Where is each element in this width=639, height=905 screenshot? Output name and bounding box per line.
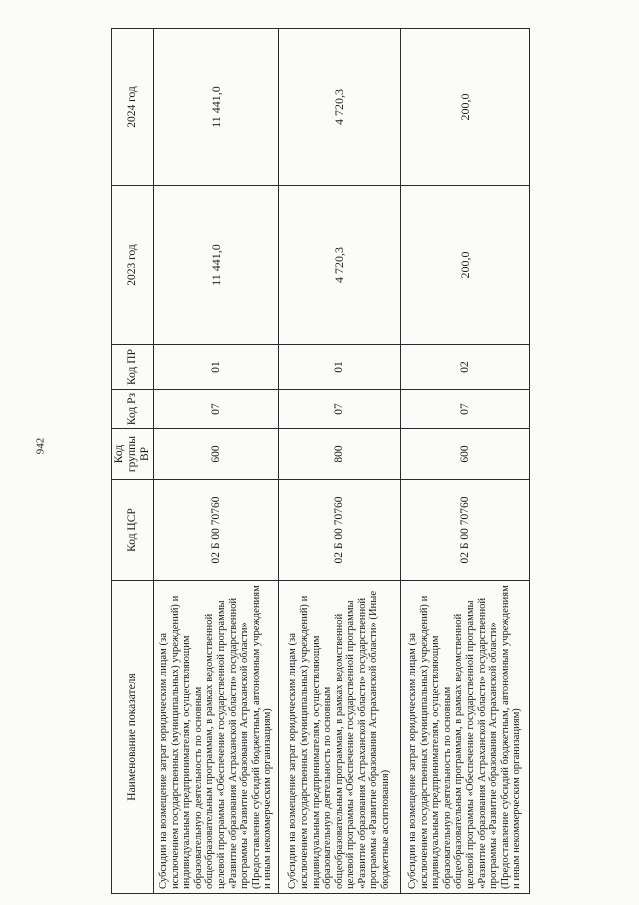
row-pr: 02 bbox=[401, 345, 530, 390]
row-2023: 4 720,3 bbox=[279, 186, 401, 345]
row-2023: 11 441,0 bbox=[154, 186, 279, 345]
row-2024: 200,0 bbox=[401, 29, 530, 186]
row-name: Субсидии на возмещение затрат юридическим лицам (за исключением государственных (муниципальных) учреждений) и индивидуальным предпринимателям, осуществляющим образовательную деятельность по основным общеобразовательным программам, в рамках ведомственной целевой программы «Обеспечение государственной программы «Развитие образования Астраханской области» государственной программы «Развитие образования Астраханской области» (Предоставление субсидий бюджетным, автономным учреждениям и иным некоммерческим организациям) bbox=[401, 581, 530, 894]
row-name: Субсидии на возмещение затрат юридическим лицам (за исключением государственных (муниципальных) учреждений) и индивидуальным предпринимателям, осуществляющим образовательную деятельность по основным общеобразовательным программам, в рамках ведомственной целевой программы «Обеспечение государственной программы «Развитие образования Астраханской области» государственной программы «Развитие образования Астраханской области» (Иные бюджетные ассигнования) bbox=[279, 581, 401, 894]
header-2023: 2023 год bbox=[112, 186, 154, 345]
header-2024: 2024 год bbox=[112, 29, 154, 186]
row-vr: 800 bbox=[279, 429, 401, 480]
row-rz: 07 bbox=[279, 390, 401, 429]
header-pr: Код ПР bbox=[112, 345, 154, 390]
row-vr: 600 bbox=[401, 429, 530, 480]
row-2024: 11 441,0 bbox=[154, 29, 279, 186]
table-header-row bbox=[112, 29, 154, 894]
row-pr: 01 bbox=[154, 345, 279, 390]
header-rz: Код Рз bbox=[112, 390, 154, 429]
page-number: 942 bbox=[34, 437, 47, 455]
table-row bbox=[279, 29, 401, 894]
table-row bbox=[154, 29, 279, 894]
row-rz: 07 bbox=[401, 390, 530, 429]
row-csr: 02 Б 00 70760 bbox=[401, 480, 530, 581]
row-csr: 02 Б 00 70760 bbox=[279, 480, 401, 581]
header-name: Наименование показателя bbox=[112, 581, 154, 894]
row-2023: 200,0 bbox=[401, 186, 530, 345]
table-row bbox=[401, 29, 530, 894]
budget-table bbox=[111, 28, 530, 894]
row-vr: 600 bbox=[154, 429, 279, 480]
row-2024: 4 720,3 bbox=[279, 29, 401, 186]
row-rz: 07 bbox=[154, 390, 279, 429]
header-vr: Код группы ВР bbox=[112, 429, 154, 480]
row-pr: 01 bbox=[279, 345, 401, 390]
rotated-table-container bbox=[111, 36, 529, 894]
header-csr: Код ЦСР bbox=[112, 480, 154, 581]
row-name: Субсидии на возмещение затрат юридическим лицам (за исключением государственных (муниципальных) учреждений) и индивидуальным предпринимателям, осуществляющим образовательную деятельность по основным общеобразовательным программам, в рамках ведомственной целевой программы «Обеспечение государственной программы «Развитие образования Астраханской области» государственной программы «Развитие образования Астраханской области» (Предоставление субсидий бюджетным, автономным учреждениям и иным некоммерческим организациям) bbox=[154, 581, 279, 894]
row-csr: 02 Б 00 70760 bbox=[154, 480, 279, 581]
